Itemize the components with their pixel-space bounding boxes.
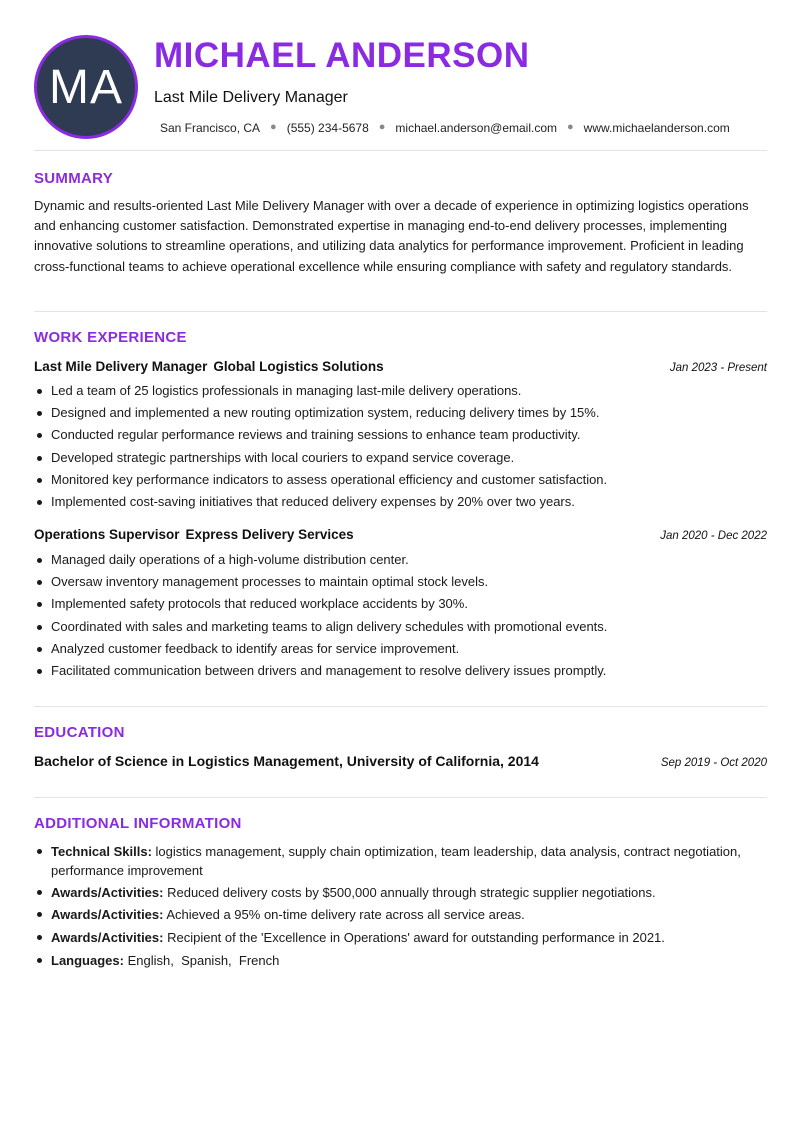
list-item: Oversaw inventory management processes to maintain optimal stock levels.: [34, 573, 767, 591]
job-role-company: [34, 526, 354, 544]
candidate-name: MICHAEL ANDERSON: [154, 36, 530, 75]
list-item: [34, 842, 767, 880]
list-item: [34, 951, 767, 970]
list-item: Coordinated with sales and marketing teams to align delivery schedules with promotional events.: [34, 618, 767, 636]
summary-heading: SUMMARY: [34, 170, 114, 187]
info-label: Awards/Activities:: [51, 907, 164, 923]
divider: [34, 311, 767, 312]
job-bullets: [34, 551, 767, 684]
info-text: Recipient of the 'Excellence in Operations' award for outstanding performance in 2021.: [167, 929, 665, 945]
bullet-separator-icon: ●: [378, 121, 386, 133]
info-text: Reduced delivery costs by $500,000 annually through strategic supplier negotiations.: [167, 885, 656, 901]
list-item: [34, 928, 767, 947]
contact-website[interactable]: www.michaelanderson.com: [583, 121, 730, 135]
avatar-initials: MA: [49, 60, 123, 114]
education-heading: EDUCATION: [34, 724, 125, 741]
job-header: [34, 526, 767, 544]
info-text: logistics management, supply chain optimization, team leadership, data analysis, contract negotiation, performance improvement: [51, 844, 741, 878]
info-text: English, Spanish, French: [127, 952, 280, 968]
additional-info-list: [34, 842, 767, 973]
info-label: Languages:: [51, 952, 124, 968]
list-item: Facilitated communication between drivers and management to resolve delivery issues promptly.: [34, 662, 767, 680]
info-label: Technical Skills:: [51, 844, 152, 859]
work-experience-heading: WORK EXPERIENCE: [34, 329, 187, 346]
list-item: Analyzed customer feedback to identify areas for service improvement.: [34, 640, 767, 658]
divider: [34, 706, 767, 707]
list-item: Led a team of 25 logistics professionals in managing last-mile delivery operations.: [34, 382, 767, 400]
summary-text: Dynamic and results-oriented Last Mile Delivery Manager with over a decade of experience in optimizing logistics operations and enhancing customer satisfaction. Demonstrated expertise in managing end-to-end delivery processes, implementing innovative solutions to streamline operations, and utilizing data analytics for performance improvement. Proficient in leading cross-functional teams to achieve operational excellence while ensuring compliance with safety and regulatory standards.: [34, 198, 749, 274]
candidate-title: Last Mile Delivery Manager: [154, 89, 348, 106]
contact-phone: (555) 234-5678: [286, 121, 369, 135]
divider: [34, 150, 767, 151]
education-entry: [34, 753, 767, 769]
list-item: [34, 905, 767, 924]
job-header: [34, 358, 767, 376]
list-item: [34, 883, 767, 902]
divider: [34, 797, 767, 798]
avatar: [34, 35, 138, 139]
info-text: Achieved a 95% on-time delivery rate across all service areas.: [166, 907, 525, 923]
job-company: Express Delivery Services: [185, 527, 354, 542]
list-item: Developed strategic partnerships with local couriers to expand service coverage.: [34, 449, 767, 467]
bullet-separator-icon: ●: [567, 121, 574, 133]
contact-location: San Francisco, CA: [160, 121, 261, 135]
education-degree: Bachelor of Science in Logistics Management, University of California, 2014: [34, 753, 539, 769]
job-role-company: [34, 358, 384, 376]
contact-email[interactable]: michael.anderson@email.com: [395, 121, 558, 135]
job-dates: Jan 2020 - Dec 2022: [660, 530, 767, 542]
list-item: Managed daily operations of a high-volume distribution center.: [34, 551, 767, 569]
job-bullets: [34, 382, 767, 515]
education-dates: Sep 2019 - Oct 2020: [660, 757, 767, 769]
info-label: Awards/Activities:: [51, 929, 164, 945]
info-label: Awards/Activities:: [51, 885, 164, 901]
list-item: Implemented safety protocols that reduced workplace accidents by 30%.: [34, 595, 767, 613]
job-role: Last Mile Delivery Manager: [34, 359, 208, 374]
bullet-separator-icon: ●: [270, 121, 277, 133]
list-item: Conducted regular performance reviews and training sessions to enhance team productivity.: [34, 426, 767, 444]
job-company: Global Logistics Solutions: [213, 359, 384, 374]
job-dates: Jan 2023 - Present: [669, 362, 767, 374]
contact-line: [160, 121, 730, 135]
list-item: Designed and implemented a new routing optimization system, reducing delivery times by 15%.: [34, 404, 767, 422]
job-role: Operations Supervisor: [34, 527, 180, 542]
list-item: Implemented cost-saving initiatives that reduced delivery expenses by 20% over two years.: [34, 493, 767, 511]
list-item: Monitored key performance indicators to assess operational efficiency and customer satisfaction.: [34, 471, 767, 489]
additional-info-heading: ADDITIONAL INFORMATION: [34, 815, 242, 832]
